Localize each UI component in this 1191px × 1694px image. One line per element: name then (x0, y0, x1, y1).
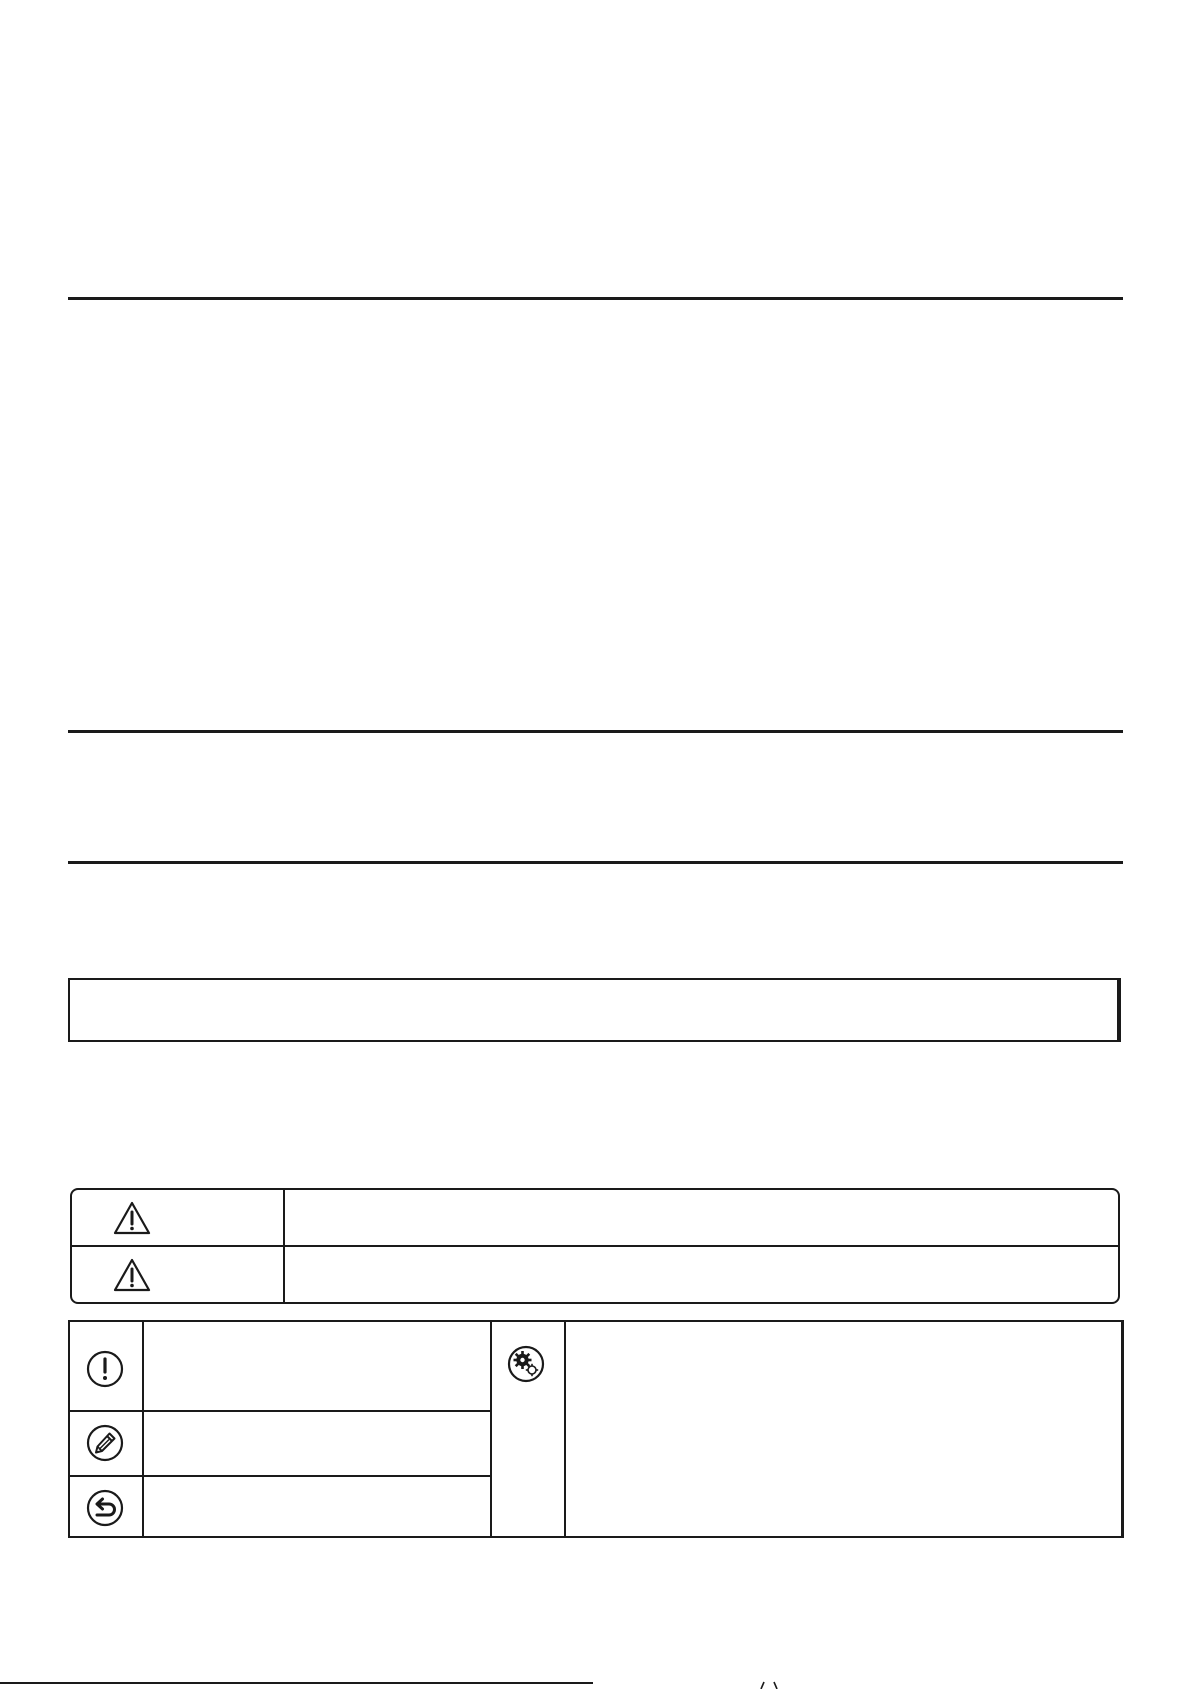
icon-legend-table (68, 1320, 1124, 1538)
table-divider (70, 1410, 491, 1412)
return-arrow-icon (85, 1488, 125, 1533)
hazard-icon-cell (72, 1190, 285, 1245)
section-divider (68, 730, 1123, 733)
table-divider (142, 1322, 144, 1536)
hazard-symbols-table (70, 1188, 1120, 1304)
table-divider (70, 1475, 491, 1477)
pencil-note-icon (85, 1423, 125, 1468)
section-divider (68, 297, 1123, 300)
table-divider (564, 1322, 566, 1536)
exclamation-circle-icon (85, 1349, 125, 1394)
settings-gears-icon (506, 1344, 546, 1389)
table-divider (490, 1322, 492, 1536)
footer-mark-icon (758, 1676, 780, 1685)
hazard-icon-cell (72, 1247, 285, 1304)
section-divider (68, 861, 1123, 864)
hazard-row-caution (72, 1247, 1118, 1304)
footer-rule (0, 1682, 593, 1684)
hazard-row-warning (72, 1190, 1118, 1247)
note-box (68, 978, 1121, 1042)
